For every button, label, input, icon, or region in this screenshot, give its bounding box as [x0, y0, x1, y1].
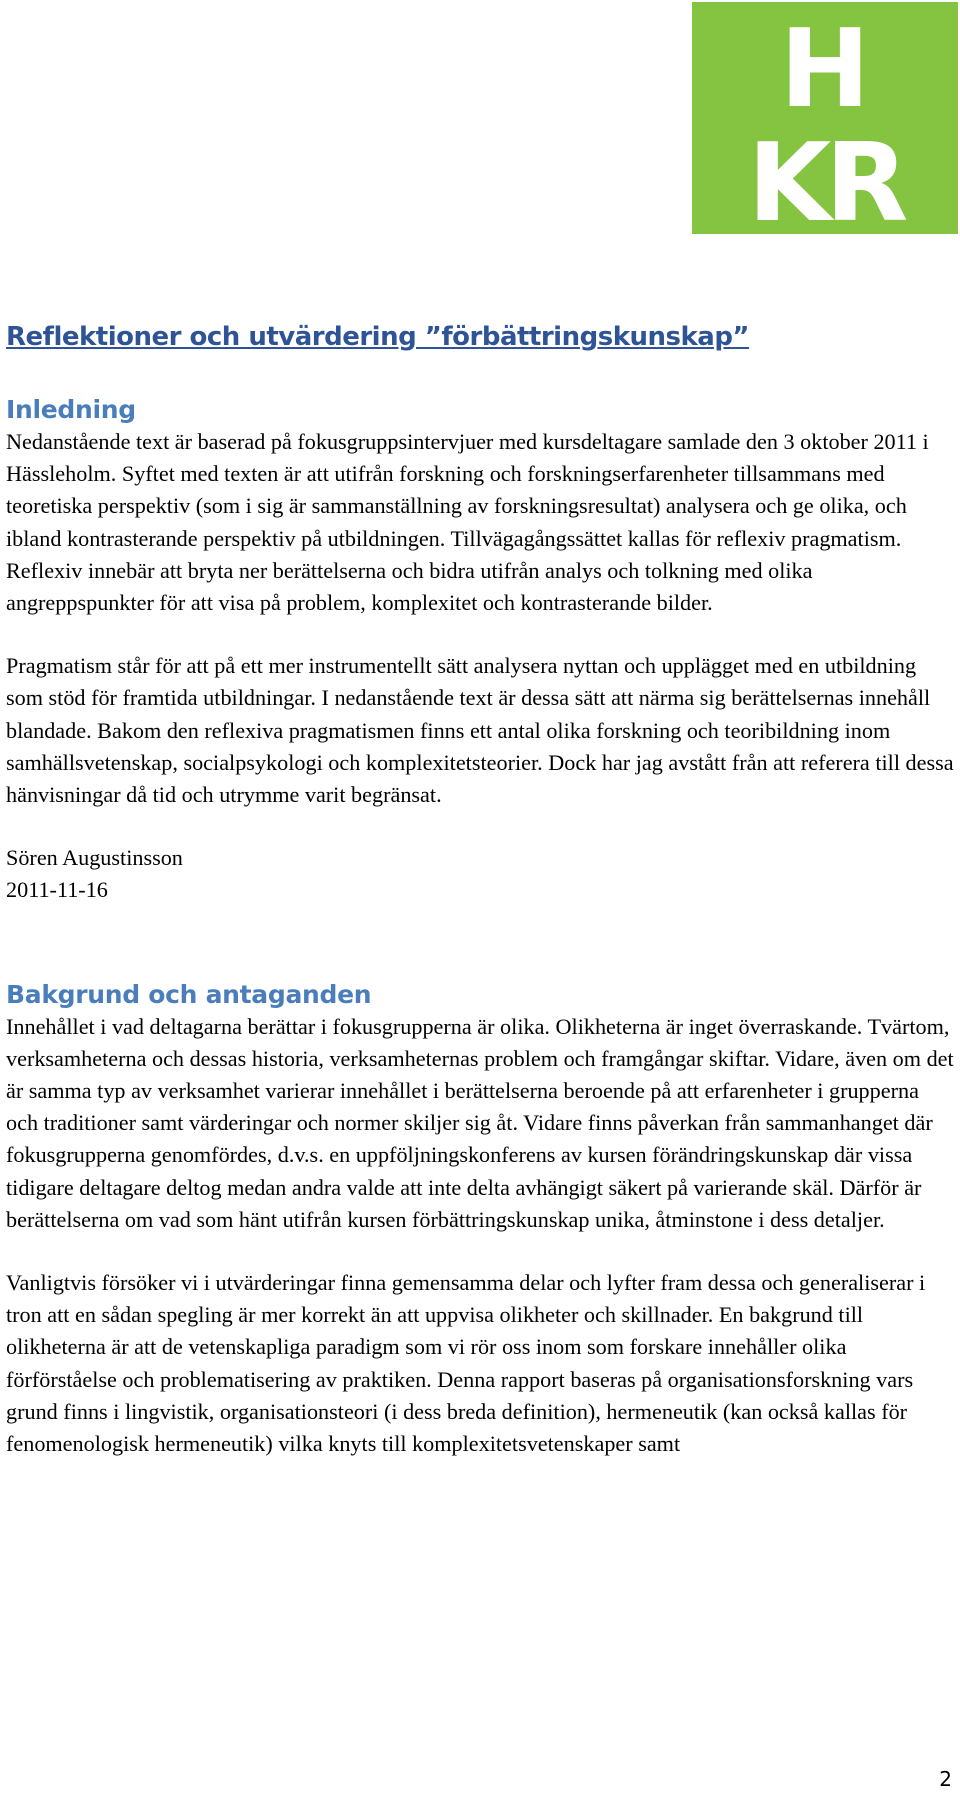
- document-title: Reflektioner och utvärdering ”förbättringskunskap”: [6, 322, 750, 352]
- logo-text-top: H: [779, 7, 871, 132]
- intro-paragraph-1: Nedanstående text är baserad på fokusgruppsintervjuer med kursdeltagare samlade den 3 oktober 2011 i Hässleholm. Syftet med texten är att utifrån forskning och forskningserfarenheter tillsammans med teoretiska perspektiv (som i sig är sammanställning av forskningsresultat) analysera och ge olika, och ibland kontrasterande perspektiv på utbildningen. Tillvägagångssättet kallas för reflexiv pragmatism. Reflexiv innebär att bryta ner berättelserna och bidra utifrån analys och tolkning med olika angreppspunkter för att visa på problem, komplexitet och kontrasterande bilder.: [6, 429, 929, 616]
- author-name: Sören Augustinsson: [6, 845, 183, 871]
- author-date: 2011-11-16: [6, 877, 108, 903]
- logo-text-bottom: KR: [747, 121, 903, 234]
- background-paragraph-2: Vanligtvis försöker vi i utvärderingar finna gemensamma delar och lyfter fram dessa och generaliserar i tron att en sådan spegling är mer korrekt än att uppvisa olikheter och skillnader. En bakgrund till olikheterna är att de vetenskapliga paradigm som vi rör oss inom som forskare innehåller olika förförståelse och problematisering av praktiken. Denna rapport baseras på organisationsforskning vars grund finns i lingvistik, organisationsteori (i dess breda definition), hermeneutik (kan också kallas för fenomenologisk hermeneutik) vilka knyts till komplexitetsvetenskaper samt: [6, 1270, 926, 1457]
- intro-paragraph-2: Pragmatism står för att på ett mer instrumentellt sätt analysera nyttan och upplägget med en utbildning som stöd för framtida utbildningar. I nedanstående text är dessa sätt att närma sig berättelsernas innehåll blandade. Bakom den reflexiva pragmatismen finns ett antal olika forskning och teoribildning inom samhällsvetenskap, socialpsykologi och komplexitetsteorier. Dock har jag avstått från att referera till dessa hänvisningar då tid och utrymme varit begränsat.: [6, 653, 954, 808]
- document-body: [6, 314, 954, 1491]
- section-heading-background: Bakgrund och antaganden: [6, 979, 372, 1009]
- page-number: 2: [939, 1767, 952, 1791]
- hkr-logo: [692, 2, 958, 234]
- section-heading-intro: Inledning: [6, 395, 136, 424]
- background-paragraph-1: Innehållet i vad deltagarna berättar i fokusgrupperna är olika. Olikheterna är inget överraskande. Tvärtom, verksamheterna och dessas historia, verksamheternas problem och framgångar skiftar. Vidare, även om det är samma typ av verksamhet varierar innehållet i berättelserna beroende på att erfarenheter i grupperna och traditioner samt värderingar och normer skiljer sig åt. Vidare finns påverkan från sammanhanget där fokusgrupperna genomfördes, d.v.s. en uppföljningskonferens av kursen förändringskunskap där vissa tidigare deltagare deltog medan andra valde att inte delta avhängigt säkert på varierande skäl. Därför är berättelserna om vad som hänt utifrån kursen förbättringskunskap unika, åtminstone i dess detaljer.: [6, 1013, 954, 1232]
